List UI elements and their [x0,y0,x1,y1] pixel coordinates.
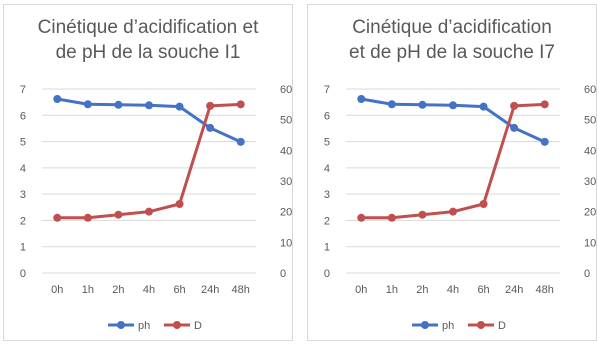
data-point-ph [510,124,518,132]
data-point-D [357,214,365,222]
y-left-tick-label: 2 [323,215,330,228]
x-tick-label: 2h [112,284,125,296]
y-right-tick-label: 60 [584,84,597,96]
legend-label-D: D [194,320,202,332]
y-right-tick-label: 50 [584,114,597,127]
data-point-ph [357,95,365,103]
data-point-D [53,214,61,222]
data-point-D [541,100,549,108]
x-tick-label: 2h [416,284,429,296]
y-left-tick-label: 0 [19,268,26,280]
legend-marker-D [173,321,181,329]
y-left-tick-label: 7 [323,84,330,96]
chart-plot-i1 [4,5,294,342]
y-right-tick-label: 40 [584,145,597,158]
y-left-tick-label: 5 [19,136,26,149]
data-point-D [480,200,488,208]
data-point-ph [541,138,549,146]
series-line-D [361,104,544,217]
y-left-tick-label: 6 [323,110,330,123]
legend-label-ph: ph [442,320,455,332]
legend-label-ph: ph [138,320,151,332]
y-left-tick-label: 7 [19,84,26,96]
y-left-tick-label: 4 [19,162,26,175]
data-point-D [114,211,122,219]
data-point-ph [176,103,184,111]
data-point-D [449,208,457,216]
legend-marker-ph [421,321,429,329]
legend-marker-ph [117,321,125,329]
y-right-tick-label: 60 [280,84,293,96]
legend-marker-D [477,321,485,329]
y-left-tick-label: 1 [19,241,26,254]
data-point-D [84,214,92,222]
x-tick-label: 4h [446,284,460,296]
y-left-tick-label: 3 [19,189,26,202]
y-left-tick-label: 1 [323,241,330,254]
y-right-tick-label: 20 [280,206,293,219]
chart-title: Cinétique d’acidification et de pH de la souche I1 [37,17,259,63]
data-point-ph [114,101,122,109]
legend-label-D: D [498,320,506,332]
data-point-ph [53,95,61,103]
data-point-D [510,102,518,110]
y-right-tick-label: 20 [584,206,597,219]
data-point-ph [449,101,457,109]
data-point-ph [237,138,245,146]
chart-panel-i1 [3,4,293,341]
y-right-tick-label: 30 [280,176,293,188]
data-point-D [206,102,214,110]
y-left-tick-label: 2 [19,215,26,228]
data-point-D [176,200,184,208]
x-tick-label: 6h [477,284,490,296]
y-right-tick-label: 10 [584,237,597,250]
data-point-D [145,208,153,216]
data-point-D [418,211,426,219]
y-left-tick-label: 3 [323,189,330,202]
y-right-tick-label: 30 [584,176,597,188]
chart-title: Cinétique d’acidification et de pH de la souche I7 [349,17,555,63]
x-tick-label: 0h [51,284,64,296]
y-left-tick-label: 6 [19,110,26,123]
y-right-tick-label: 50 [280,114,293,127]
series-line-D [57,104,240,217]
x-tick-label: 48h [231,284,250,296]
y-right-tick-label: 10 [280,237,293,250]
x-tick-label: 24h [200,284,220,296]
data-point-D [388,214,396,222]
y-left-tick-label: 0 [323,268,330,280]
x-tick-label: 24h [504,284,524,296]
y-left-tick-label: 4 [323,162,330,175]
x-tick-label: 6h [173,284,186,296]
y-right-tick-label: 40 [280,145,293,158]
data-point-D [237,100,245,108]
data-point-ph [84,100,92,108]
data-point-ph [388,100,396,108]
data-point-ph [206,124,214,132]
data-point-ph [480,103,488,111]
y-right-tick-label: 0 [280,268,287,280]
chart-panel-i7 [307,4,597,341]
x-tick-label: 4h [142,284,156,296]
chart-plot-i7 [308,5,597,342]
x-tick-label: 1h [81,284,94,296]
x-tick-label: 48h [535,284,554,296]
data-point-ph [145,101,153,109]
data-point-ph [418,101,426,109]
y-right-tick-label: 0 [584,268,591,280]
y-left-tick-label: 5 [323,136,330,149]
x-tick-label: 1h [385,284,398,296]
x-tick-label: 0h [355,284,368,296]
